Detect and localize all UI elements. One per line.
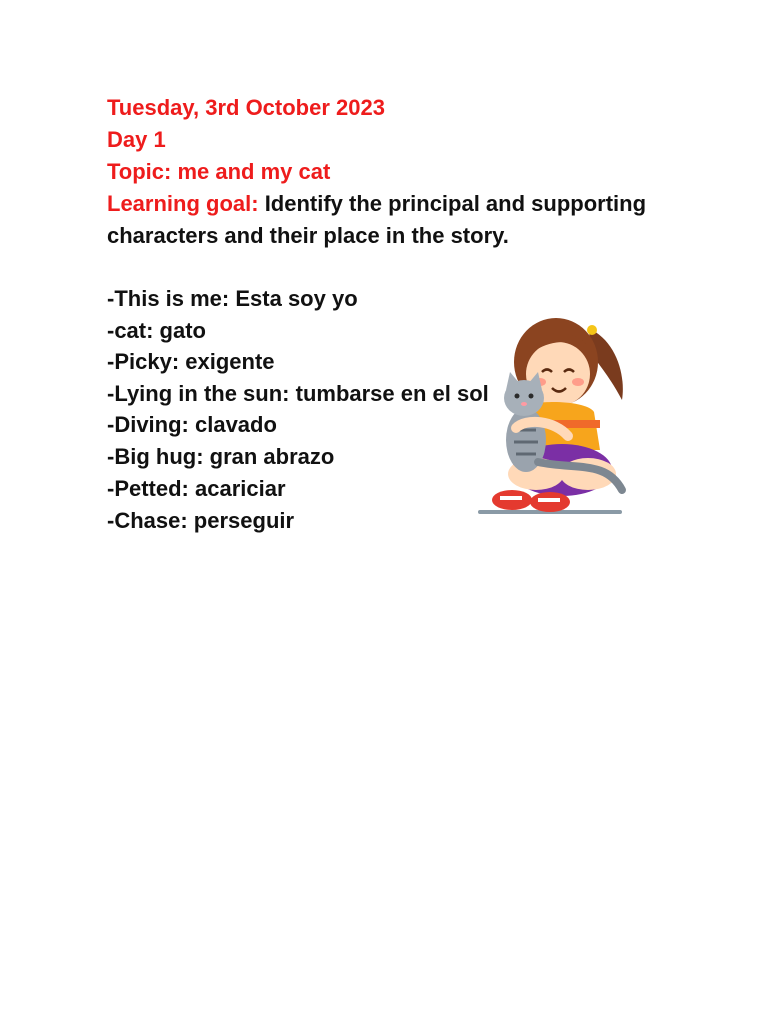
- cat-right-eye: [529, 394, 534, 399]
- cat-left-eye: [515, 394, 520, 399]
- left-shoe-sole: [500, 496, 522, 500]
- vocab-item-picky: -Picky: exigente: [107, 349, 275, 374]
- right-shoe-sole: [538, 498, 560, 502]
- vocab-item-cat: -cat: gato: [107, 318, 206, 343]
- learning-goal-label: Learning goal:: [107, 191, 259, 216]
- girl-hugging-cat-illustration: [476, 300, 628, 518]
- cat-nose: [521, 402, 527, 406]
- topic-heading: Topic: me and my cat: [107, 159, 331, 184]
- vocab-item-diving: -Diving: clavado: [107, 412, 277, 437]
- learning-goal-text-2: characters and their place in the story.: [107, 223, 509, 248]
- learning-goal: [107, 193, 646, 215]
- right-cheek: [572, 378, 584, 386]
- vocab-item-petted: -Petted: acariciar: [107, 476, 286, 501]
- vocab-item-chase: -Chase: perseguir: [107, 508, 295, 533]
- vocab-item-big-hug: -Big hug: gran abrazo: [107, 444, 335, 469]
- day-heading: Day 1: [107, 127, 166, 152]
- date-heading: Tuesday, 3rd October 2023: [107, 95, 385, 120]
- vocab-item-lying-in-the-sun: -Lying in the sun: tumbarse en el sol: [107, 381, 489, 406]
- vocab-item-this-is-me: -This is me: Esta soy yo: [107, 286, 358, 311]
- learning-goal-text-1: Identify the principal and supporting: [264, 191, 647, 216]
- hair-tie: [587, 325, 597, 335]
